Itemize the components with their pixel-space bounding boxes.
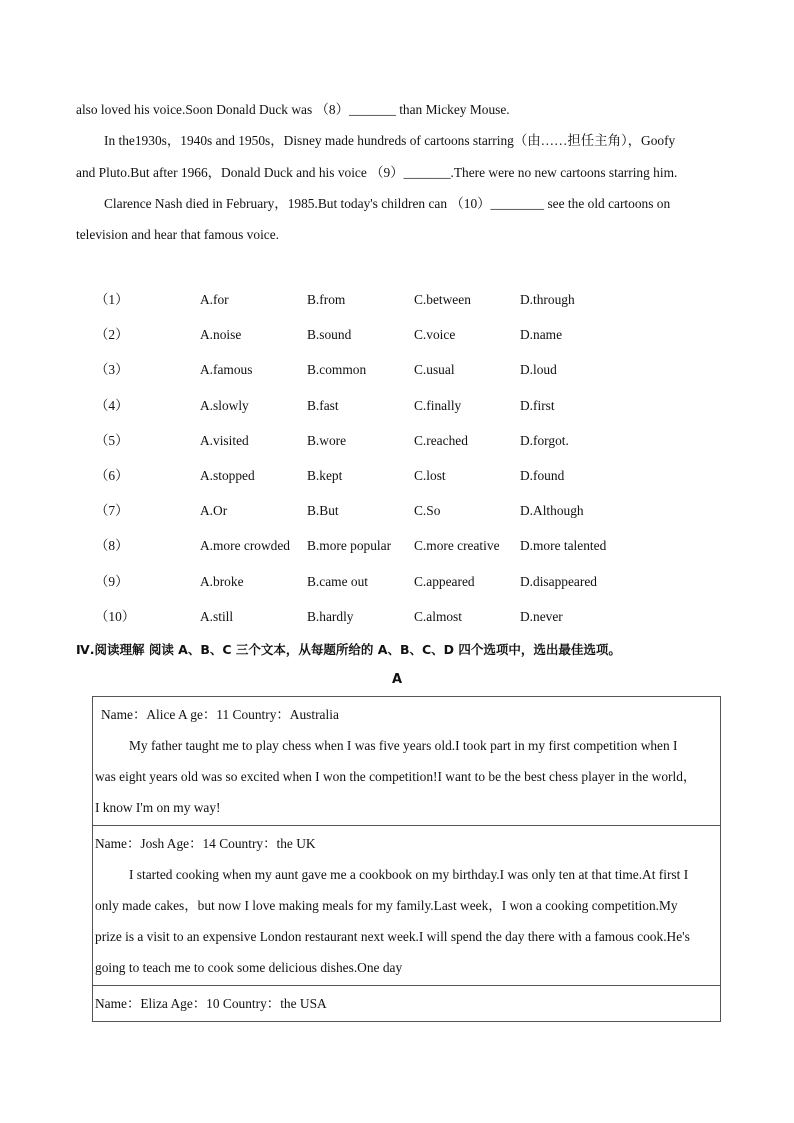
profile-text-josh-3: prize is a visit to an expensive London restaurant next week.I will spend the day there with a famous cook.He's (95, 929, 690, 944)
option-choice-d: D.name (520, 327, 563, 343)
profile-header-eliza: Name：Eliza Age：10 Country：the USA (95, 996, 327, 1011)
option-row (0, 501, 794, 521)
option-number: （3） (95, 362, 129, 378)
option-choice-c: C.between (414, 292, 471, 307)
option-number: （5） (95, 432, 129, 448)
option-choice-d: D.through (520, 292, 575, 307)
option-choice-c: C.almost (414, 608, 462, 624)
option-number: （7） (95, 503, 129, 519)
option-row (0, 466, 794, 486)
option-row (0, 572, 794, 592)
option-choice-d: D.disappeared (520, 573, 597, 589)
profile-header-alice: Name：Alice A ge：11 Country：Australia (101, 707, 339, 722)
profile-text-josh-1: I started cooking when my aunt gave me a cookbook on my birthday.I was only ten at that time.At first I (129, 867, 689, 882)
option-number: （4） (95, 397, 129, 413)
option-choice-d: D.first (520, 397, 555, 413)
option-choice-d: D.loud (520, 362, 557, 378)
section-letter: A (391, 672, 403, 687)
option-row (0, 607, 794, 627)
profile-text-alice-2: was eight years old was so excited when I won the competition!I want to be the best chess player in the world， (95, 769, 697, 784)
option-row (0, 396, 794, 416)
option-choice-b: B.common (307, 362, 367, 378)
option-choice-a: A.visited (200, 432, 249, 448)
profile-text-josh-4: going to teach me to cook some delicious dishes.One day (95, 960, 403, 975)
option-row (0, 431, 794, 451)
option-choice-b: B.from (307, 292, 346, 307)
profile-text-alice-1: My father taught me to play chess when I was five years old.I took part in my first competition when I (129, 738, 678, 753)
option-row (0, 290, 794, 310)
option-choice-a: A.Or (200, 503, 228, 519)
option-choice-c: C.reached (414, 432, 468, 448)
profile-header-josh: Name：Josh Age：14 Country：the UK (95, 836, 316, 851)
option-row (0, 536, 794, 556)
option-choice-d: D.never (520, 608, 563, 624)
profile-cell-josh (93, 825, 720, 986)
option-choice-d: D.forgot. (520, 432, 569, 448)
option-choice-b: B.kept (307, 468, 343, 483)
option-choice-b: B.more popular (307, 538, 392, 554)
passage-line-9a: In the1930s，1940s and 1950s，Disney made hundreds of cartoons starring（由……担任主角），Goofy (104, 133, 676, 148)
option-choice-a: A.more crowded (200, 538, 290, 554)
option-choice-c: C.more creative (414, 538, 500, 554)
option-choice-d: D.more talented (520, 538, 607, 554)
option-choice-d: D.found (520, 468, 565, 483)
option-choice-a: A.famous (200, 362, 253, 378)
option-choice-c: C.lost (414, 468, 446, 483)
option-choice-c: C.So (414, 503, 441, 519)
option-number: （6） (95, 468, 129, 483)
profile-cell-eliza (93, 985, 720, 1022)
option-number: （10） (95, 608, 136, 624)
option-choice-a: A.stopped (200, 468, 255, 483)
option-number: （8） (95, 538, 129, 554)
option-choice-b: B.wore (307, 432, 347, 448)
option-number: （1） (95, 292, 129, 307)
option-choice-c: C.appeared (414, 573, 475, 589)
option-choice-a: A.noise (200, 327, 242, 343)
option-choice-d: D.Although (520, 503, 584, 519)
option-choice-b: B.fast (307, 397, 339, 413)
option-number: （9） (95, 573, 129, 589)
option-number: （2） (95, 327, 129, 343)
profile-text-josh-2: only made cakes，but now I love making meals for my family.Last week，I won a cooking competition.My (95, 898, 678, 913)
profiles-table (92, 696, 721, 1022)
profile-cell-alice (93, 697, 720, 825)
option-choice-c: C.usual (414, 362, 455, 378)
option-choice-a: A.for (200, 292, 229, 307)
option-choice-c: C.voice (414, 327, 456, 343)
option-row (0, 325, 794, 345)
option-choice-a: A.broke (200, 573, 244, 589)
profile-text-alice-3: I know I'm on my way! (95, 800, 221, 815)
option-choice-a: A.still (200, 608, 234, 624)
option-row (0, 360, 794, 380)
option-choice-b: B.But (307, 503, 339, 519)
passage-line-9b: and Pluto.But after 1966，Donald Duck and his voice （9）_______.There were no new cartoons starring him. (76, 165, 678, 180)
option-choice-b: B.came out (307, 573, 368, 589)
option-choice-b: B.sound (307, 327, 352, 343)
passage-line-10b: television and hear that famous voice. (76, 227, 280, 242)
section-title: Ⅳ.阅读理解 阅读 A、B、C 三个文本，从每题所给的 A、B、C、D 四个选项中，选出最佳选项。 (76, 642, 621, 657)
option-choice-c: C.finally (414, 397, 462, 413)
passage-line-8: also loved his voice.Soon Donald Duck was （8）_______ than Mickey Mouse. (76, 102, 510, 117)
option-choice-a: A.slowly (200, 397, 249, 413)
passage-line-10a: Clarence Nash died in February，1985.But today's children can （10）________ see the old cartoons on (104, 196, 671, 211)
option-choice-b: B.hardly (307, 608, 354, 624)
